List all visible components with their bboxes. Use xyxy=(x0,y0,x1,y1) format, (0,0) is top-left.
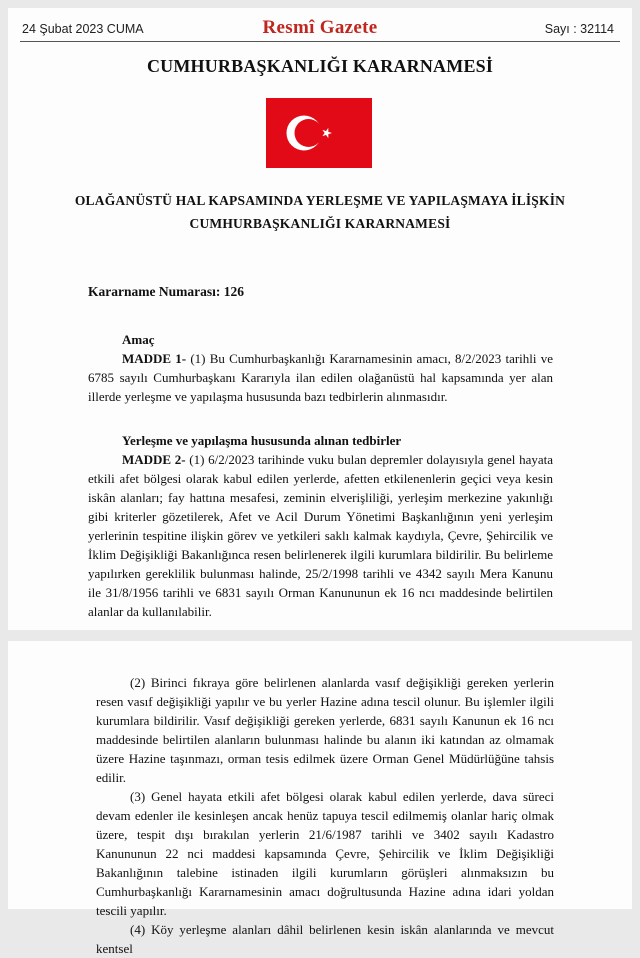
section-heading: Amaç xyxy=(122,332,155,347)
document-type: CUMHURBAŞKANLIĞI KARARNAMESİ xyxy=(146,56,494,76)
header-divider xyxy=(20,41,620,42)
paragraph-2: (2) Birinci fıkraya göre belirlenen alanlarda vasıf değişikliği gereken yerlerin resen vasıf değişikliği yapılır ve bu yerler Hazine adına tescil olunur. Bu işlemler ilgili kurumlara bildirilir. Vasıf değişikliği gereken yerlerde, 6831 sayılı Kanunun ek 16 ncı maddesinde belirtilen alanların bulunması halinde bu alanın iki katından az olmamak üzere Hazine taşınmazı, orman tesis edilmek üzere Orman Genel Müdürlüğüne tahsis edilir. xyxy=(96,675,554,785)
gazette-name: Resmî Gazete xyxy=(262,17,378,38)
article-1 xyxy=(88,349,553,406)
paragraph-3: (3) Genel hayata etkili afet bölgesi olarak kabul edilen yerlerde, dava süreci devam edenler ile kesinleşen ancak henüz tapuya tescil edilmemiş olanlar hariç olmak üzere, tespit dışı bırakılan yerlerin 21/6/1987 tarihli ve 3402 sayılı Kadastro Kanununun 22 nci maddesi kapsamında Çevre, Şehircilik ve İklim Değişikliği Bakanlığının talebine istinaden ilgili kurumların görüşleri alınmaksızın bu Cumhurbaşkanlığı Kararnamesinin amacı doğrultusunda Hazine adına idari yoldan tescili yapılır. xyxy=(96,789,554,918)
decree-title-line-1: OLAĞANÜSTÜ HAL KAPSAMINDA YERLEŞME VE YAPILAŞMAYA İLİŞKİN xyxy=(74,193,566,208)
decree-title xyxy=(8,189,632,235)
decree-number: Kararname Numarası: 126 xyxy=(88,284,244,299)
article-2-continued xyxy=(96,673,554,958)
article-2 xyxy=(88,450,553,621)
article-label: MADDE 2- xyxy=(122,452,186,467)
paragraph-4: (4) Köy yerleşme alanları dâhil belirlenen kesin iskân alanlarında ve mevcut kentsel xyxy=(96,922,554,956)
article-label: MADDE 1- xyxy=(122,351,187,366)
issue-number: Sayı : 32114 xyxy=(544,22,614,36)
section-measures xyxy=(88,431,553,621)
publication-date: 24 Şubat 2023 CUMA xyxy=(22,22,144,36)
turkish-flag-icon xyxy=(266,98,372,168)
gazette-page-2 xyxy=(8,641,632,956)
article-text: (1) 6/2/2023 tarihinde vuku bulan depremler dolayısıyla genel hayata etkili afet bölgesi olarak kabul edilen yerlerde, afetten etkilenenlerin geçici veya kesin iskân alanları; fay hattına mesafesi, zeminin elverişliliği, yerleşim merkezine yakınlığı gibi kriterler gözetilerek, Afet ve Acil Durum Yönetimi Başkanlığının yeni yerleşim yerlerinin tespitine ilişkin görev ve yetkileri saklı kalmak kaydıyla, Çevre, Şehircilik ve İklim Değişikliği Bakanlığınca resen belirlenerek ilgili kurumlara bildirilir. Bu belirleme yapılırken gereklilik bulunması halinde, 25/2/1998 tarihli ve 4342 sayılı Mera Kanunu ile 31/8/1956 tarihli ve 6831 sayılı Orman Kanununun ek 16 ncı maddesinde belirtilen alanlar da kullanılabilir. xyxy=(88,452,554,619)
decree-title-line-2: CUMHURBAŞKANLIĞI KARARNAMESİ xyxy=(189,216,451,231)
section-purpose xyxy=(88,330,553,406)
gazette-page-1 xyxy=(8,8,632,630)
article-text: (1) Bu Cumhurbaşkanlığı Kararnamesinin amacı, 8/2/2023 tarihli ve 6785 sayılı Cumhurbaşkanı Kararıyla ilan edilen olağanüstü hal kapsamında yer alan illerde yerleşme ve yapılaşma hususunda bazı tedbirlerin alınmasıdır. xyxy=(88,351,553,404)
section-heading: Yerleşme ve yapılaşma hususunda alınan tedbirler xyxy=(122,433,402,448)
